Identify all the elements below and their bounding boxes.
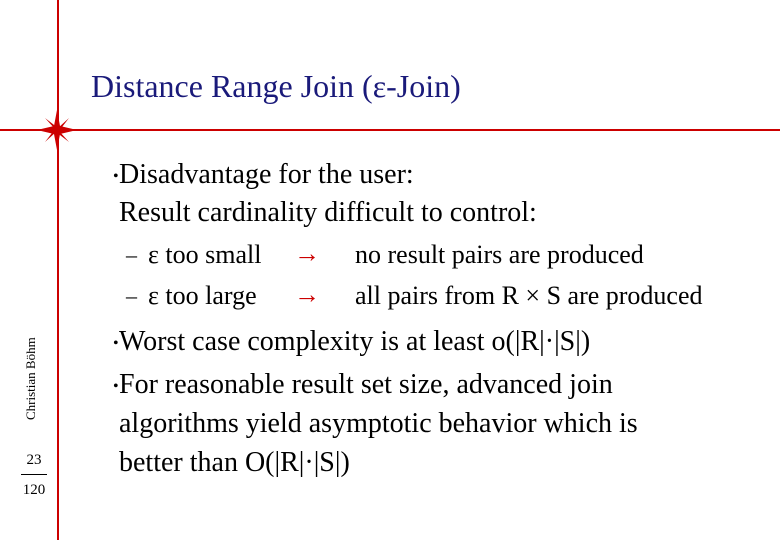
sub2-left: ε too large (148, 281, 257, 310)
page-current: 23 (26, 452, 42, 468)
right-arrow-icon: → (294, 239, 320, 268)
author-name: Christian Böhm (23, 337, 38, 420)
sub1-right: no result pairs are produced (355, 240, 644, 269)
dash-icon: – (126, 242, 137, 267)
bullet1-line1: Disadvantage for the user: (119, 159, 414, 190)
bullet-icon: • (113, 378, 119, 395)
page-divider (21, 474, 47, 475)
bullet1-line2: Result cardinality difficult to control: (119, 197, 537, 228)
vertical-rule (57, 0, 59, 540)
sub1-left: ε too small (148, 240, 262, 269)
bullet-icon: • (113, 335, 119, 352)
star-ornament-icon (37, 110, 77, 150)
horizontal-rule (0, 129, 780, 131)
bullet3-line3: better than O(|R|·|S|) (119, 447, 350, 478)
right-arrow-icon: → (294, 280, 320, 309)
bullet3-line2: algorithms yield asymptotic behavior which is (119, 408, 638, 439)
bullet2-text: Worst case complexity is at least o(|R|·|S|) (119, 326, 591, 357)
bullet3-line1: For reasonable result set size, advanced join (119, 369, 613, 400)
slide-title: Distance Range Join (ε-Join) (91, 68, 461, 104)
page-total: 120 (22, 482, 46, 498)
dash-icon: – (126, 283, 137, 308)
bullet-icon: • (113, 168, 119, 185)
sub2-right: all pairs from R × S are produced (355, 281, 703, 310)
